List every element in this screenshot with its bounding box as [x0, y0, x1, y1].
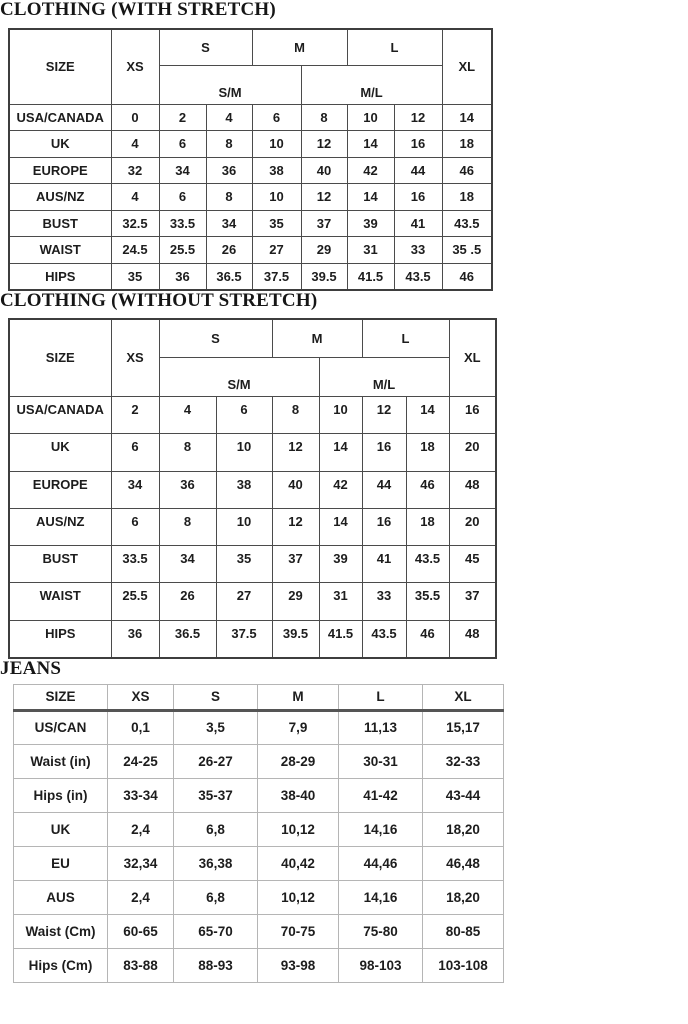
size-value: 7,9 [258, 710, 339, 744]
col-header-s: S [174, 684, 258, 710]
row-label: UK [9, 434, 111, 471]
row-label: AUS/NZ [9, 184, 111, 211]
size-value: 39.5 [272, 620, 319, 657]
jeans-section [0, 659, 688, 983]
size-value: 44 [394, 157, 442, 184]
row-label: Hips (Cm) [14, 948, 108, 982]
size-value: 6 [216, 397, 272, 434]
size-value: 46 [406, 471, 449, 508]
table-row [14, 710, 504, 744]
size-value: 20 [449, 508, 496, 545]
size-value: 2 [111, 397, 159, 434]
size-value: 18,20 [423, 812, 504, 846]
size-value: 75-80 [339, 914, 423, 948]
size-value: 8 [301, 104, 347, 131]
size-value: 16 [362, 508, 406, 545]
size-value: 31 [347, 237, 394, 264]
size-value: 40,42 [258, 846, 339, 880]
size-value: 36.5 [159, 620, 216, 657]
size-value: 18 [406, 508, 449, 545]
size-value: 43.5 [394, 263, 442, 290]
size-value: 28-29 [258, 744, 339, 778]
size-value: 12 [394, 104, 442, 131]
size-value: 41 [362, 546, 406, 583]
table-row [9, 546, 496, 583]
size-value: 12 [301, 131, 347, 158]
size-value: 35-37 [174, 778, 258, 812]
size-value: 34 [206, 210, 252, 237]
size-value: 43.5 [362, 620, 406, 657]
row-label: EUROPE [9, 471, 111, 508]
size-value: 93-98 [258, 948, 339, 982]
size-value: 29 [301, 237, 347, 264]
size-value: 103-108 [423, 948, 504, 982]
row-label: AUS/NZ [9, 508, 111, 545]
size-value: 27 [252, 237, 301, 264]
row-label: USA/CANADA [9, 104, 111, 131]
size-value: 44 [362, 471, 406, 508]
col-header-xs: XS [111, 29, 159, 104]
row-label: BUST [9, 546, 111, 583]
size-value: 33 [394, 237, 442, 264]
size-value: 41 [394, 210, 442, 237]
size-value: 14,16 [339, 880, 423, 914]
col-header-xl: XL [423, 684, 504, 710]
header-row-groups [9, 29, 492, 65]
size-value: 14 [442, 104, 492, 131]
size-value: 33-34 [108, 778, 174, 812]
size-value: 39 [319, 546, 362, 583]
size-value: 45 [449, 546, 496, 583]
size-value: 37 [449, 583, 496, 620]
table-row [14, 744, 504, 778]
size-value: 38-40 [258, 778, 339, 812]
size-value: 18 [442, 131, 492, 158]
size-value: 35 .5 [442, 237, 492, 264]
size-value: 42 [319, 471, 362, 508]
table-row [9, 508, 496, 545]
table-row [14, 846, 504, 880]
clothing-stretch-section [0, 0, 688, 291]
table-row [14, 914, 504, 948]
size-value: 8 [159, 434, 216, 471]
size-value: 35.5 [406, 583, 449, 620]
size-value: 10,12 [258, 880, 339, 914]
table-row [9, 184, 492, 211]
size-value: 8 [272, 397, 319, 434]
size-value: 14 [319, 434, 362, 471]
size-value: 37 [301, 210, 347, 237]
size-value: 36 [159, 471, 216, 508]
size-value: 41-42 [339, 778, 423, 812]
size-value: 46 [442, 263, 492, 290]
table-row [9, 397, 496, 434]
col-header-size: SIZE [9, 319, 111, 397]
row-label: HIPS [9, 620, 111, 657]
table-row [9, 434, 496, 471]
col-header-l: L [339, 684, 423, 710]
size-value: 6 [252, 104, 301, 131]
size-value: 10,12 [258, 812, 339, 846]
size-value: 32 [111, 157, 159, 184]
col-header-l: L [347, 29, 442, 65]
size-value: 38 [216, 471, 272, 508]
size-value: 35 [111, 263, 159, 290]
size-value: 12 [272, 508, 319, 545]
size-value: 6 [159, 184, 206, 211]
size-value: 34 [159, 157, 206, 184]
row-label: WAIST [9, 583, 111, 620]
size-value: 37 [272, 546, 319, 583]
row-label: BUST [9, 210, 111, 237]
size-value: 14 [347, 184, 394, 211]
size-value: 6,8 [174, 880, 258, 914]
table-row [14, 948, 504, 982]
col-header-sm: S/M [159, 358, 319, 397]
col-header-xl: XL [449, 319, 496, 397]
table-row [9, 157, 492, 184]
table-row [9, 263, 492, 290]
size-value: 34 [159, 546, 216, 583]
size-value: 43-44 [423, 778, 504, 812]
size-value: 40 [272, 471, 319, 508]
col-header-m: M [258, 684, 339, 710]
size-value: 6 [111, 508, 159, 545]
clothing-stretch-title: CLOTHING (WITH STRETCH) [0, 0, 276, 20]
header-row [14, 684, 504, 710]
col-header-xl: XL [442, 29, 492, 104]
size-value: 42 [347, 157, 394, 184]
size-value: 27 [216, 583, 272, 620]
col-header-l: L [362, 319, 449, 358]
col-header-m: M [252, 29, 347, 65]
table-row [14, 880, 504, 914]
clothing-no-stretch-table [8, 318, 497, 659]
size-value: 14 [347, 131, 394, 158]
clothing-no-stretch-title: CLOTHING (WITHOUT STRETCH) [0, 289, 318, 311]
size-value: 37.5 [216, 620, 272, 657]
size-value: 31 [319, 583, 362, 620]
size-value: 36 [159, 263, 206, 290]
row-label: EUROPE [9, 157, 111, 184]
size-value: 44,46 [339, 846, 423, 880]
size-value: 26-27 [174, 744, 258, 778]
size-value: 43.5 [406, 546, 449, 583]
size-value: 70-75 [258, 914, 339, 948]
size-value: 6,8 [174, 812, 258, 846]
table-row [9, 620, 496, 657]
size-value: 6 [159, 131, 206, 158]
size-value: 34 [111, 471, 159, 508]
row-label: US/CAN [14, 710, 108, 744]
clothing-stretch-table [8, 28, 493, 291]
table-row [9, 583, 496, 620]
size-value: 29 [272, 583, 319, 620]
row-label: Waist (in) [14, 744, 108, 778]
row-label: Hips (in) [14, 778, 108, 812]
size-value: 0,1 [108, 710, 174, 744]
col-header-m: M [272, 319, 362, 358]
size-value: 39 [347, 210, 394, 237]
size-value: 43.5 [442, 210, 492, 237]
size-value: 26 [159, 583, 216, 620]
size-value: 33.5 [111, 546, 159, 583]
size-value: 12 [362, 397, 406, 434]
clothing-no-stretch-section [0, 291, 688, 659]
size-value: 24-25 [108, 744, 174, 778]
size-value: 88-93 [174, 948, 258, 982]
size-value: 12 [301, 184, 347, 211]
size-value: 46 [442, 157, 492, 184]
size-value: 6 [111, 434, 159, 471]
size-value: 8 [159, 508, 216, 545]
table-row [9, 471, 496, 508]
col-header-ml: M/L [319, 358, 449, 397]
row-label: USA/CANADA [9, 397, 111, 434]
size-value: 16 [394, 184, 442, 211]
size-value: 25.5 [111, 583, 159, 620]
size-value: 80-85 [423, 914, 504, 948]
size-value: 32.5 [111, 210, 159, 237]
size-value: 8 [206, 184, 252, 211]
size-value: 4 [111, 131, 159, 158]
header-row-groups [9, 319, 496, 358]
jeans-table [13, 684, 504, 983]
size-value: 10 [252, 131, 301, 158]
size-value: 10 [216, 434, 272, 471]
size-value: 10 [216, 508, 272, 545]
size-value: 60-65 [108, 914, 174, 948]
size-value: 36.5 [206, 263, 252, 290]
size-value: 46,48 [423, 846, 504, 880]
col-header-size: SIZE [14, 684, 108, 710]
table-row [9, 131, 492, 158]
size-value: 15,17 [423, 710, 504, 744]
size-value: 41.5 [347, 263, 394, 290]
col-header-s: S [159, 29, 252, 65]
size-value: 3,5 [174, 710, 258, 744]
size-value: 2,4 [108, 812, 174, 846]
size-value: 48 [449, 620, 496, 657]
size-value: 36 [111, 620, 159, 657]
size-value: 36 [206, 157, 252, 184]
size-value: 18,20 [423, 880, 504, 914]
table-row [9, 210, 492, 237]
size-value: 26 [206, 237, 252, 264]
size-value: 48 [449, 471, 496, 508]
table-row [14, 812, 504, 846]
size-value: 36,38 [174, 846, 258, 880]
size-value: 14 [406, 397, 449, 434]
size-value: 30-31 [339, 744, 423, 778]
size-value: 4 [111, 184, 159, 211]
size-value: 65-70 [174, 914, 258, 948]
size-value: 11,13 [339, 710, 423, 744]
size-value: 18 [406, 434, 449, 471]
size-value: 35 [216, 546, 272, 583]
size-value: 32,34 [108, 846, 174, 880]
size-value: 33.5 [159, 210, 206, 237]
size-value: 16 [394, 131, 442, 158]
table-row [9, 237, 492, 264]
row-label: HIPS [9, 263, 111, 290]
row-label: Waist (Cm) [14, 914, 108, 948]
size-value: 8 [206, 131, 252, 158]
col-header-size: SIZE [9, 29, 111, 104]
size-value: 18 [442, 184, 492, 211]
col-header-xs: XS [108, 684, 174, 710]
size-value: 39.5 [301, 263, 347, 290]
size-value: 12 [272, 434, 319, 471]
size-value: 40 [301, 157, 347, 184]
size-value: 4 [206, 104, 252, 131]
size-value: 25.5 [159, 237, 206, 264]
row-label: UK [14, 812, 108, 846]
size-value: 98-103 [339, 948, 423, 982]
size-value: 2,4 [108, 880, 174, 914]
table-row [14, 778, 504, 812]
size-value: 20 [449, 434, 496, 471]
size-value: 2 [159, 104, 206, 131]
size-value: 10 [252, 184, 301, 211]
size-value: 16 [449, 397, 496, 434]
size-value: 38 [252, 157, 301, 184]
size-value: 46 [406, 620, 449, 657]
row-label: WAIST [9, 237, 111, 264]
size-value: 83-88 [108, 948, 174, 982]
col-header-sm: S/M [159, 65, 301, 104]
size-value: 37.5 [252, 263, 301, 290]
col-header-ml: M/L [301, 65, 442, 104]
col-header-xs: XS [111, 319, 159, 397]
size-value: 10 [319, 397, 362, 434]
row-label: UK [9, 131, 111, 158]
size-value: 41.5 [319, 620, 362, 657]
size-value: 14,16 [339, 812, 423, 846]
table-row [9, 104, 492, 131]
size-value: 4 [159, 397, 216, 434]
size-value: 14 [319, 508, 362, 545]
size-value: 24.5 [111, 237, 159, 264]
size-value: 0 [111, 104, 159, 131]
col-header-s: S [159, 319, 272, 358]
size-value: 35 [252, 210, 301, 237]
row-label: EU [14, 846, 108, 880]
size-value: 10 [347, 104, 394, 131]
size-value: 32-33 [423, 744, 504, 778]
jeans-title: JEANS [0, 657, 62, 679]
size-value: 33 [362, 583, 406, 620]
row-label: AUS [14, 880, 108, 914]
size-value: 16 [362, 434, 406, 471]
